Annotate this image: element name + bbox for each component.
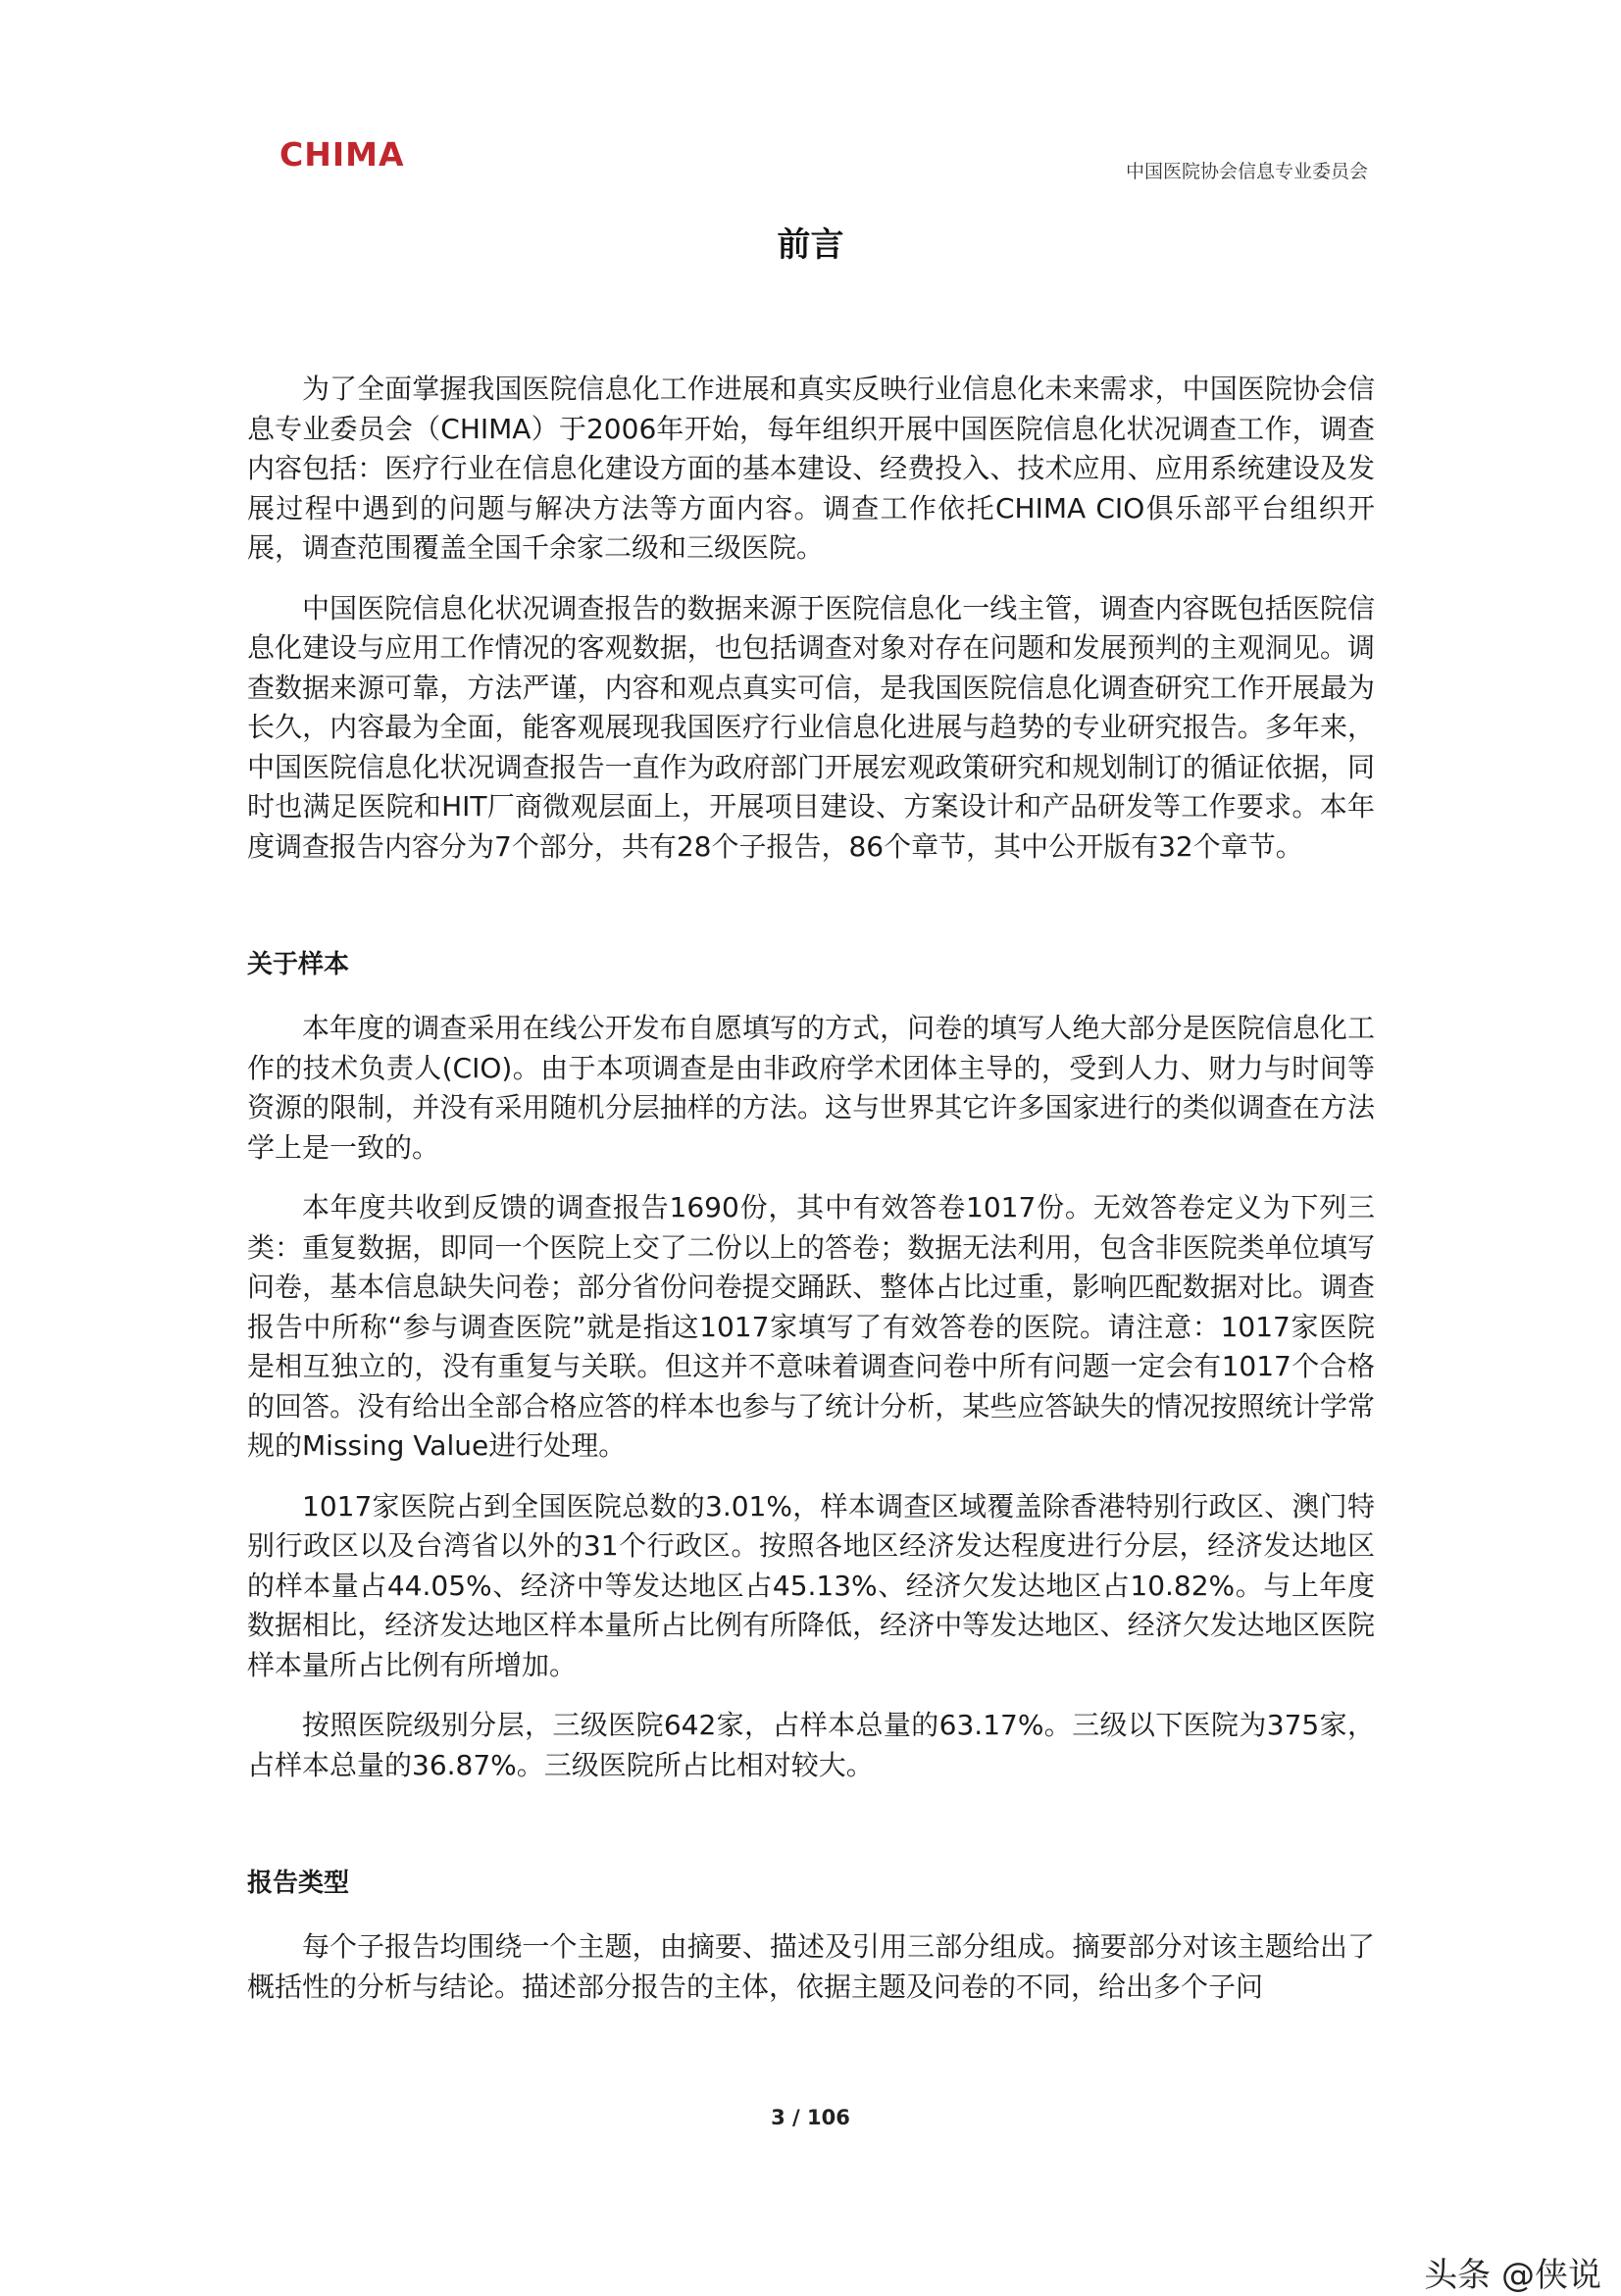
watermark: 头条 @侠说 [1424,2256,1601,2295]
sample-paragraph: 按照医院级别分层，三级医院642家，占样本总量的63.17%。三级以下医院为375家，占样本总量的36.87%。三级医院所占比相对较大。 [247,1709,1375,1781]
intro-paragraph: 为了全面掌握我国医院信息化工作进展和真实反映行业信息化未来需求，中国医院协会信息专业委员会（CHIMA）于2006年开始，每年组织开展中国医院信息化状况调查工作，调查内容包括：医疗行业在信息化建设方面的基本建设、经费投入、技术应用、应用系统建设及发展过程中遇到的问题与解决方法等方面内容。调查工作依托CHIMA CIO俱乐部平台组织开展，调查范围覆盖全国千余家二级和三级医院。 [247,373,1375,564]
organization-name: 中国医院协会信息专业委员会 [1125,161,1368,182]
section-heading-sample: 关于样本 [247,950,350,979]
report-type-paragraph: 每个子报告均围绕一个主题，由摘要、描述及引用三部分组成。摘要部分对该主题给出了概括性的分析与结论。描述部分报告的主体，依据主题及问卷的不同，给出多个子问 [247,1930,1375,2003]
page-number: 3 / 106 [771,2106,850,2129]
sample-paragraph: 1017家医院占到全国医院总数的3.01%，样本调查区域覆盖除香港特别行政区、澳门特别行政区以及台湾省以外的31个行政区。按照各地区经济发达程度进行分层，经济发达地区的样本量占44.05%、经济中等发达地区占45.13%、经济欠发达地区占10.82%。与上年度数据相比，经济发达地区样本量所占比例有所降低，经济中等发达地区、经济欠发达地区医院样本量所占比例有所增加。 [247,1489,1375,1681]
logo-text: CHIMA [279,135,405,174]
document-body [247,370,1375,2027]
sample-paragraph: 本年度的调查采用在线公开发布自愿填写的方式，问卷的填写人绝大部分是医院信息化工作的技术负责人(CIO)。由于本项调查是由非政府学术团体主导的，受到人力、财力与时间等资源的限制，并没有采用随机分层抽样的方法。这与世界其它许多国家进行的类似调查在方法学上是一致的。 [247,1012,1375,1164]
section-heading-report-type: 报告类型 [247,1869,350,1898]
chima-logo [279,135,405,174]
page-title: 前言 [777,225,844,265]
intro-paragraph: 中国医院信息化状况调查报告的数据来源于医院信息化一线主管，调查内容既包括医院信息化建设与应用工作情况的客观数据，也包括调查对象对存在问题和发展预判的主观洞见。调查数据来源可靠，方法严谨，内容和观点真实可信，是我国医院信息化调查研究工作开展最为长久，内容最为全面，能客观展现我国医疗行业信息化进展与趋势的专业研究报告。多年来，中国医院信息化状况调查报告一直作为政府部门开展宏观政策研究和规划制订的循证依据，同时也满足医院和HIT厂商微观层面上，开展项目建设、方案设计和产品研发等工作要求。本年度调查报告内容分为7个部分，共有28个子报告，86个章节，其中公开版有32个章节。 [247,591,1375,863]
sample-paragraph: 本年度共收到反馈的调查报告1690份，其中有效答卷1017份。无效答卷定义为下列三类：重复数据，即同一个医院上交了二份以上的答卷；数据无法利用，包含非医院类单位填写问卷，基本信息缺失问卷；部分省份问卷提交踊跃、整体占比过重，影响匹配数据对比。调查报告中所称“参与调查医院”就是指这1017家填写了有效答卷的医院。请注意：1017家医院是相互独立的，没有重复与关联。但这并不意味着调查问卷中所有问题一定会有1017个合格的回答。没有给出全部合格应答的样本也参与了统计分析，某些应答缺失的情况按照统计学常规的Missing Value进行处理。 [247,1191,1375,1462]
